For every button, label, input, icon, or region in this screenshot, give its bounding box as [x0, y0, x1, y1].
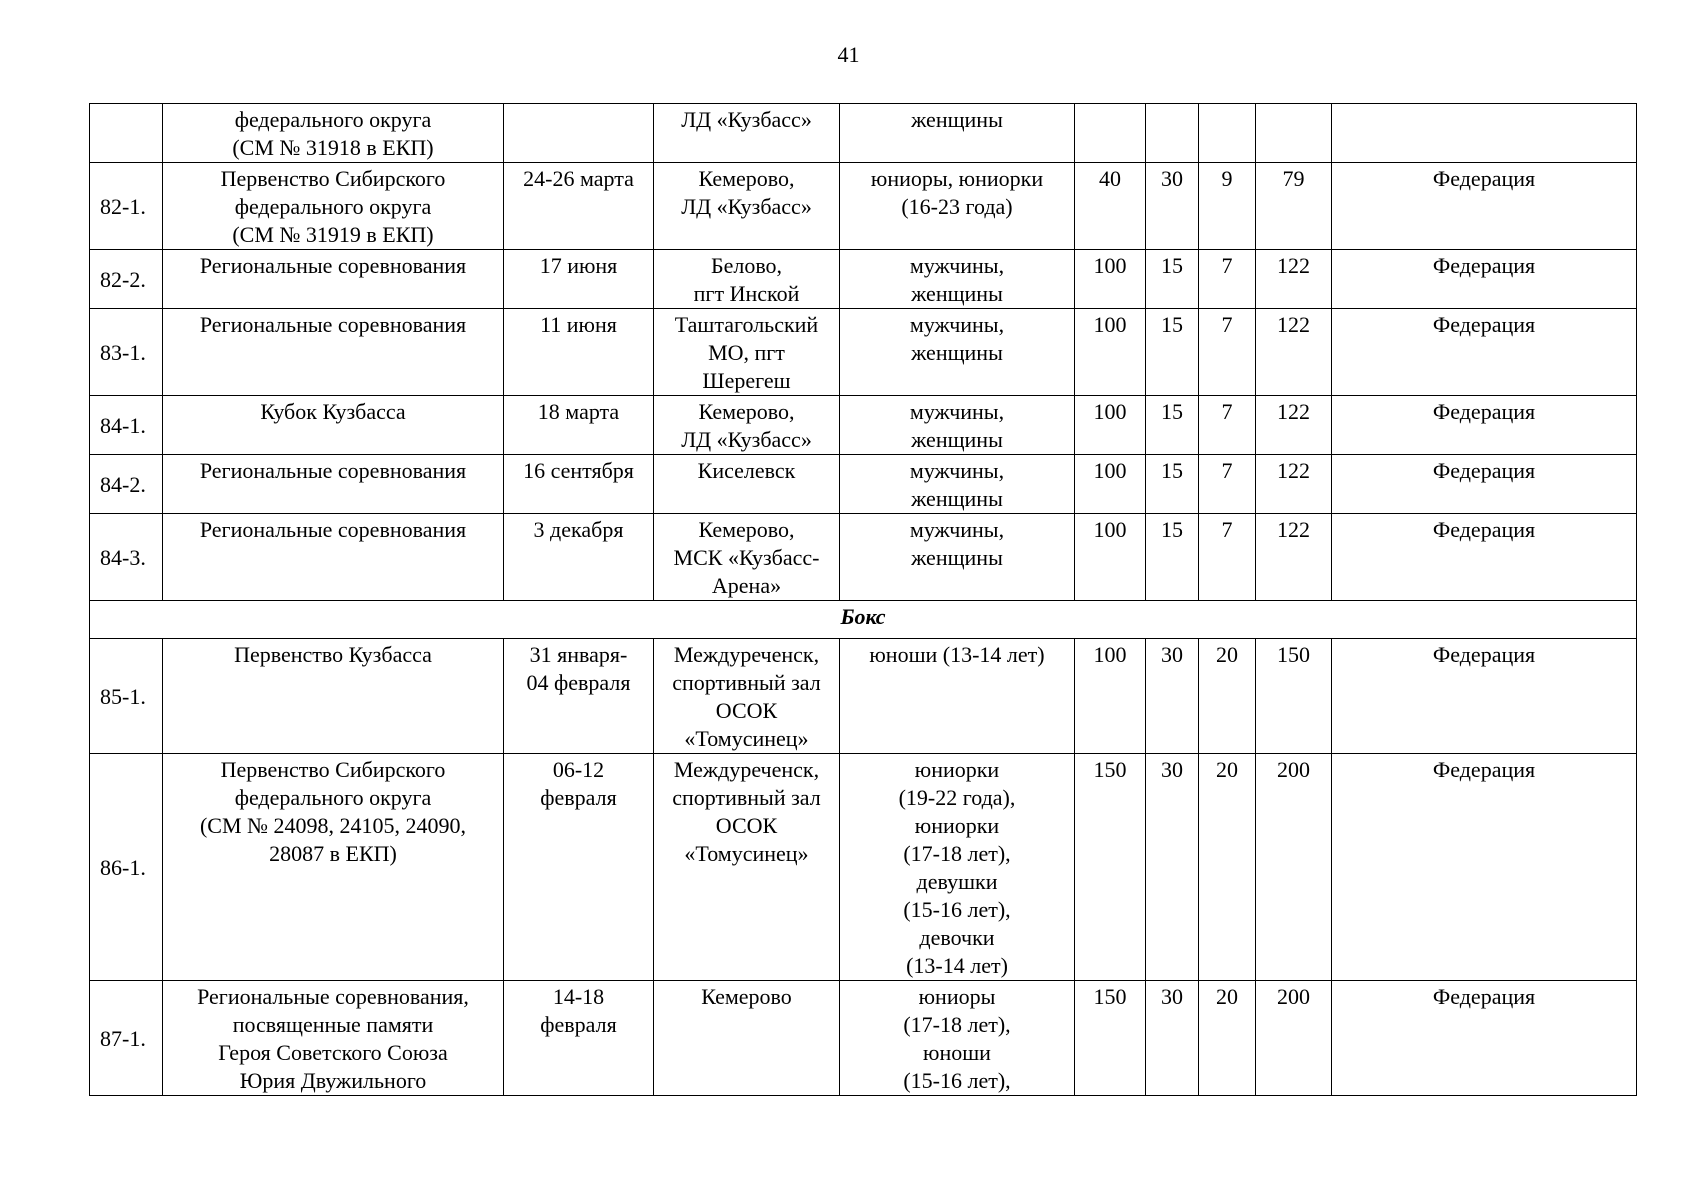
count-col-3: 20 [1199, 981, 1256, 1096]
organizer: Федерация [1332, 514, 1637, 601]
count-total: 122 [1256, 250, 1332, 309]
event-date [504, 396, 654, 455]
event-name-line: (СМ № 24098, 24105, 24090, [199, 813, 467, 838]
row-number: 84-1. [90, 396, 163, 455]
count-total: 200 [1256, 754, 1332, 981]
event-place [654, 639, 840, 754]
row-number: 82-1. [90, 163, 163, 250]
event-name-line: Региональные соревнования [199, 253, 467, 278]
count-col-3: 7 [1199, 514, 1256, 601]
participants-line: юниоры [918, 984, 996, 1009]
count-col-1: 100 [1075, 396, 1146, 455]
event-date-line: 31 января- [529, 642, 628, 667]
event-place [654, 754, 840, 981]
event-place-line: Киселевск [697, 458, 796, 483]
table-row [90, 309, 1637, 396]
event-name-line: (СМ № 31919 в ЕКП) [232, 222, 434, 247]
row-number [90, 104, 163, 163]
event-place [654, 104, 840, 163]
participants-line: юноши (13-14 лет) [869, 642, 1045, 667]
event-place-line: МСК «Кузбасс- [673, 545, 820, 570]
event-date [504, 163, 654, 250]
event-name [163, 639, 504, 754]
count-total: 122 [1256, 309, 1332, 396]
participants [840, 639, 1075, 754]
count-total: 122 [1256, 514, 1332, 601]
count-col-1: 100 [1075, 455, 1146, 514]
event-date [504, 104, 654, 163]
event-name-line: федерального округа [234, 107, 432, 132]
count-col-2 [1146, 104, 1199, 163]
organizer: Федерация [1332, 455, 1637, 514]
count-total: 122 [1256, 455, 1332, 514]
organizer: Федерация [1332, 981, 1637, 1096]
event-place [654, 309, 840, 396]
participants [840, 104, 1075, 163]
event-place-line: Кемерово, [698, 517, 795, 542]
row-number: 84-3. [90, 514, 163, 601]
event-date [504, 250, 654, 309]
table-row [90, 163, 1637, 250]
event-place-line: МО, пгт [708, 340, 785, 365]
table-body [90, 104, 1637, 1096]
count-col-2: 30 [1146, 639, 1199, 754]
count-col-2: 15 [1146, 455, 1199, 514]
count-col-3: 7 [1199, 455, 1256, 514]
participants-line: женщины [911, 486, 1003, 511]
event-date-line: 17 июня [539, 253, 618, 278]
table-row [90, 639, 1637, 754]
events-table [89, 103, 1637, 1096]
participants-line: мужчины, [909, 399, 1005, 424]
count-total: 79 [1256, 163, 1332, 250]
event-place [654, 514, 840, 601]
organizer: Федерация [1332, 396, 1637, 455]
event-name-line: 28087 в ЕКП) [269, 841, 397, 866]
organizer: Федерация [1332, 309, 1637, 396]
event-name-line: федерального округа [234, 785, 432, 810]
table-row [90, 455, 1637, 514]
participants-line: женщины [911, 340, 1003, 365]
event-date-line: 18 марта [537, 399, 620, 424]
count-col-2: 15 [1146, 250, 1199, 309]
event-place-line: спортивный зал [672, 785, 821, 810]
event-name-line: (СМ № 31918 в ЕКП) [232, 135, 434, 160]
participants-line: (17-18 лет), [903, 1012, 1011, 1037]
event-name [163, 754, 504, 981]
event-name-line: федерального округа [234, 194, 432, 219]
participants-line: девочки [919, 925, 995, 950]
event-place-line: «Томусинец» [684, 841, 809, 866]
event-place-line: Арена» [711, 573, 782, 598]
participants-line: девушки [916, 869, 998, 894]
participants [840, 396, 1075, 455]
count-col-1 [1075, 104, 1146, 163]
count-col-1: 100 [1075, 514, 1146, 601]
event-name-line: Юрия Двужильного [239, 1068, 427, 1093]
event-place-line: Кемерово, [698, 399, 795, 424]
count-col-3: 7 [1199, 250, 1256, 309]
count-col-3: 20 [1199, 754, 1256, 981]
count-col-2: 30 [1146, 754, 1199, 981]
event-place-line: Белово, [710, 253, 783, 278]
count-col-2: 15 [1146, 396, 1199, 455]
event-name [163, 396, 504, 455]
organizer [1332, 104, 1637, 163]
organizer: Федерация [1332, 754, 1637, 981]
page-number: 41 [837, 42, 860, 67]
event-name-line: Кубок Кузбасса [260, 399, 406, 424]
participants-line: мужчины, [909, 458, 1005, 483]
event-name-line: Региональные соревнования, [197, 984, 469, 1009]
count-col-1: 100 [1075, 250, 1146, 309]
event-date-line: февраля [540, 1012, 617, 1037]
event-date [504, 981, 654, 1096]
row-number: 86-1. [90, 754, 163, 981]
event-place-line: пгт Инской [693, 281, 800, 306]
section-title: Бокс [90, 601, 1637, 639]
event-date-line: 04 февраля [526, 670, 631, 695]
organizer: Федерация [1332, 250, 1637, 309]
participants-line: юноши [923, 1040, 991, 1065]
count-col-3: 9 [1199, 163, 1256, 250]
event-place-line: Кемерово [701, 984, 792, 1009]
event-place-line: ЛД «Кузбасс» [681, 427, 812, 452]
participants-line: женщины [911, 281, 1003, 306]
participants [840, 309, 1075, 396]
event-place-line: Таштагольский [674, 312, 819, 337]
count-col-3 [1199, 104, 1256, 163]
event-place-line: Кемерово, [698, 166, 795, 191]
row-number: 87-1. [90, 981, 163, 1096]
event-place-line: спортивный зал [672, 670, 821, 695]
event-name-line: Первенство Сибирского [220, 757, 446, 782]
table-row [90, 250, 1637, 309]
participants-line: женщины [911, 107, 1003, 132]
table-row [90, 104, 1637, 163]
event-place [654, 163, 840, 250]
participants-line: (15-16 лет), [903, 897, 1011, 922]
event-name [163, 309, 504, 396]
count-col-2: 30 [1146, 163, 1199, 250]
participants [840, 981, 1075, 1096]
participants-line: женщины [911, 545, 1003, 570]
participants-line: (13-14 лет) [906, 953, 1008, 978]
participants-line: (16-23 года) [901, 194, 1013, 219]
event-date [504, 514, 654, 601]
participants-line: (15-16 лет), [903, 1068, 1011, 1093]
participants-line: мужчины, [909, 253, 1005, 278]
event-date [504, 754, 654, 981]
participants [840, 250, 1075, 309]
event-date-line: февраля [540, 785, 617, 810]
event-place-line: ОСОК [715, 813, 778, 838]
event-name-line: Региональные соревнования [199, 312, 467, 337]
event-place-line: ЛД «Кузбасс» [681, 194, 812, 219]
participants [840, 455, 1075, 514]
participants-line: женщины [911, 427, 1003, 452]
event-place-line: ЛД «Кузбасс» [681, 107, 812, 132]
event-place [654, 250, 840, 309]
count-col-1: 150 [1075, 754, 1146, 981]
event-place-line: Междуреченск, [673, 757, 820, 782]
event-place [654, 455, 840, 514]
event-date-line: 14-18 [552, 984, 605, 1009]
event-place [654, 396, 840, 455]
event-place-line: Шерегеш [702, 368, 791, 393]
participants-line: мужчины, [909, 517, 1005, 542]
event-name [163, 981, 504, 1096]
count-total: 122 [1256, 396, 1332, 455]
count-col-3: 7 [1199, 309, 1256, 396]
event-name-line: Героя Советского Союза [218, 1040, 448, 1065]
count-total [1256, 104, 1332, 163]
participants [840, 514, 1075, 601]
count-col-1: 100 [1075, 309, 1146, 396]
count-total: 200 [1256, 981, 1332, 1096]
count-total: 150 [1256, 639, 1332, 754]
event-name [163, 163, 504, 250]
event-date-line: 16 сентября [523, 458, 634, 483]
row-number: 83-1. [90, 309, 163, 396]
table-row [90, 396, 1637, 455]
table-row [90, 981, 1637, 1096]
event-date [504, 309, 654, 396]
event-date-line: 3 декабря [533, 517, 624, 542]
count-col-2: 30 [1146, 981, 1199, 1096]
event-date-line: 24-26 марта [523, 166, 634, 191]
event-date-line: 11 июня [540, 312, 617, 337]
participants [840, 163, 1075, 250]
event-date [504, 639, 654, 754]
organizer: Федерация [1332, 639, 1637, 754]
event-name-line: Региональные соревнования [199, 458, 467, 483]
count-col-2: 15 [1146, 514, 1199, 601]
row-number: 82-2. [90, 250, 163, 309]
event-name [163, 455, 504, 514]
event-place-line: Междуреченск, [673, 642, 820, 667]
event-place [654, 981, 840, 1096]
event-name-line: Региональные соревнования [199, 517, 467, 542]
event-name-line: Первенство Кузбасса [234, 642, 432, 667]
event-name [163, 514, 504, 601]
participants-line: мужчины, [909, 312, 1005, 337]
count-col-2: 15 [1146, 309, 1199, 396]
event-place-line: «Томусинец» [684, 726, 809, 751]
count-col-1: 100 [1075, 639, 1146, 754]
table-row [90, 754, 1637, 981]
participants-line: юниорки [914, 813, 1000, 838]
row-number: 85-1. [90, 639, 163, 754]
count-col-3: 20 [1199, 639, 1256, 754]
participants-line: юниорки [914, 757, 1000, 782]
event-place-line: ОСОК [715, 698, 778, 723]
row-number: 84-2. [90, 455, 163, 514]
organizer: Федерация [1332, 163, 1637, 250]
participants-line: (19-22 года), [898, 785, 1016, 810]
event-date-line: 06-12 [552, 757, 605, 782]
section-header-row [90, 601, 1637, 639]
participants [840, 754, 1075, 981]
count-col-1: 150 [1075, 981, 1146, 1096]
event-name-line: посвященные памяти [232, 1012, 434, 1037]
event-date [504, 455, 654, 514]
event-name [163, 250, 504, 309]
event-name [163, 104, 504, 163]
event-name-line: Первенство Сибирского [220, 166, 446, 191]
count-col-1: 40 [1075, 163, 1146, 250]
participants-line: (17-18 лет), [903, 841, 1011, 866]
participants-line: юниоры, юниорки [870, 166, 1044, 191]
table-row [90, 514, 1637, 601]
count-col-3: 7 [1199, 396, 1256, 455]
